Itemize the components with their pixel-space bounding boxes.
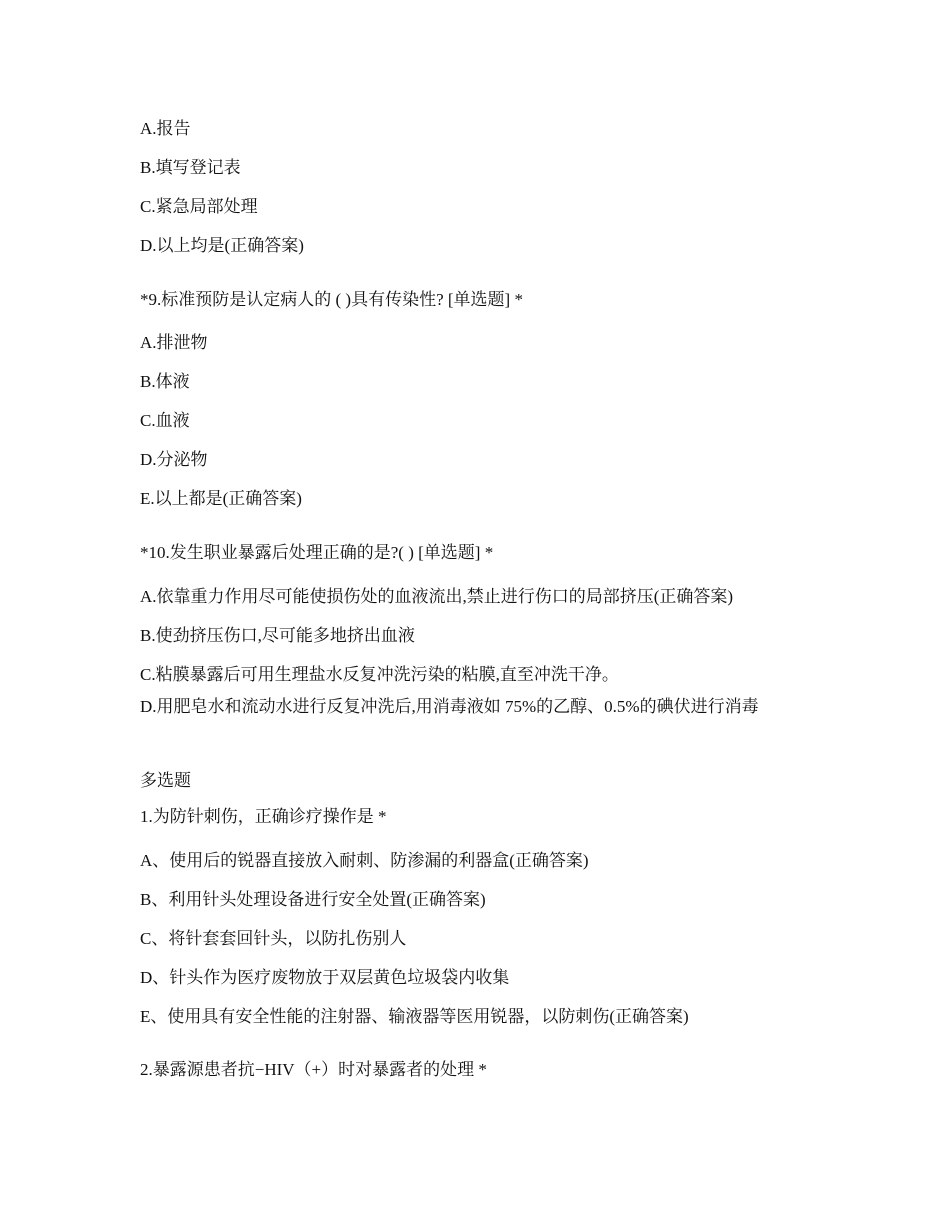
q9-option-c: C.血液 (140, 411, 190, 430)
q9-option-a: A.排泄物 (140, 333, 208, 352)
m1-option-c: C、将针套套回针头，以防扎伤别人 (140, 929, 407, 948)
q9-question: *9.标准预防是认定病人的 ( )具有传染性? [单选题] * (140, 290, 523, 309)
q10-question: *10.发生职业暴露后处理正确的是?( ) [单选题] * (140, 543, 494, 562)
q8-option-b: B.填写登记表 (140, 158, 241, 177)
m1-option-d: D、针头作为医疗废物放于双层黄色垃圾袋内收集 (140, 968, 510, 987)
q10-option-d: D.用肥皂水和流动水进行反复冲洗后,用消毒液如 75%的乙醇、0.5%的碘伏进行消毒 (140, 697, 759, 716)
q9-option-d: D.分泌物 (140, 450, 208, 469)
q8-option-d: D.以上均是(正确答案) (140, 236, 304, 255)
q10-option-c: C.粘膜暴露后可用生理盐水反复冲洗污染的粘膜,直至冲洗干净。 (140, 665, 619, 684)
q8-option-a: A.报告 (140, 119, 191, 138)
q10-option-a: A.依靠重力作用尽可能使损伤处的血液流出,禁止进行伤口的局部挤压(正确答案) (140, 587, 734, 606)
q10-option-b: B.使劲挤压伤口,尽可能多地挤出血液 (140, 626, 415, 645)
section-heading-multi: 多选题 (140, 771, 191, 790)
m1-option-a: A、使用后的锐器直接放入耐刺、防渗漏的利器盒(正确答案) (140, 851, 589, 870)
m1-option-e: E、使用具有安全性能的注射器、输液器等医用锐器，以防刺伤(正确答案) (140, 1007, 689, 1026)
m1-option-b: B、利用针头处理设备进行安全处置(正确答案) (140, 890, 486, 909)
m1-question: 1.为防针刺伤，正确诊疗操作是 * (140, 807, 387, 826)
q8-option-c: C.紧急局部处理 (140, 197, 258, 216)
m2-question: 2.暴露源患者抗−HIV（+）时对暴露者的处理 * (140, 1060, 487, 1079)
q9-option-e: E.以上都是(正确答案) (140, 489, 302, 508)
q9-option-b: B.体液 (140, 372, 190, 391)
